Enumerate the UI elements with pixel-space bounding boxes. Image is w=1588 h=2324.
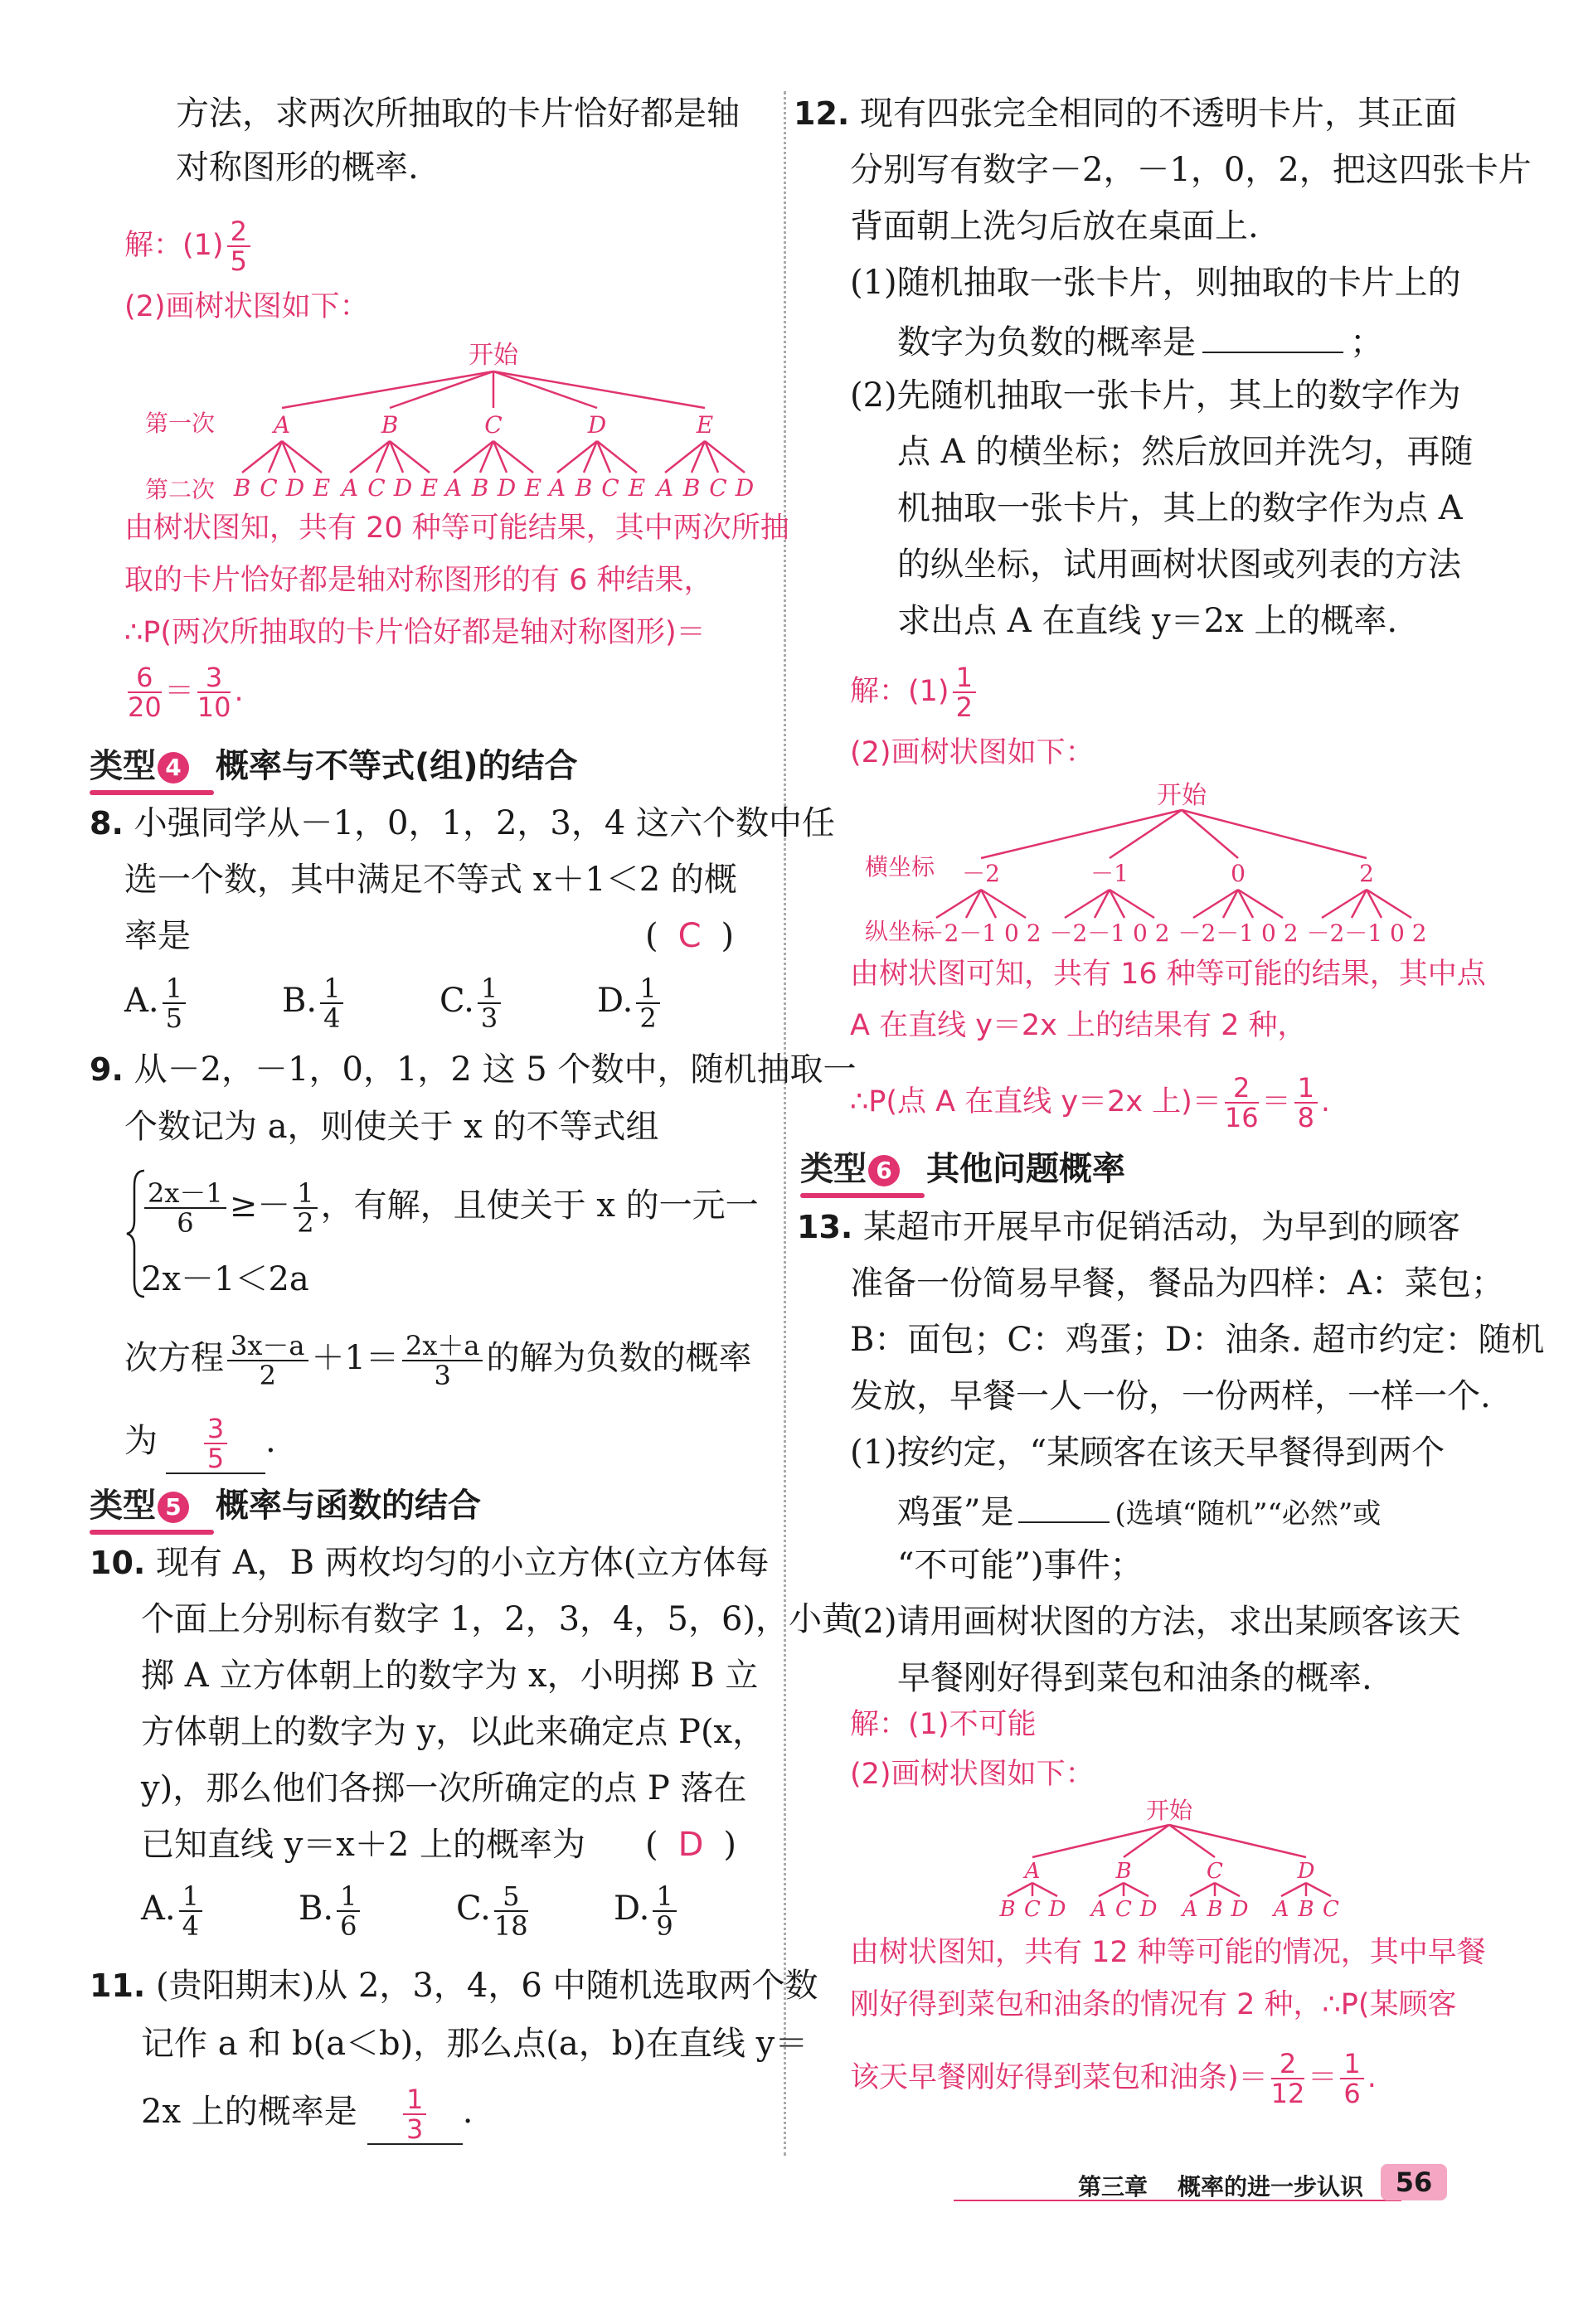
fraction: $\frac{2}{16}$ — [1224, 1072, 1259, 1133]
tree-branch — [1099, 1883, 1124, 1896]
tree-branch — [1190, 1883, 1215, 1896]
q12-solution-part2: (2)画树状图如下： — [850, 736, 1095, 769]
q12-part2-line4: 的纵坐标，试用画树状图或列表的方法 — [897, 546, 1461, 584]
tree-second-node: D — [735, 474, 755, 502]
q10-answer: D — [677, 1826, 704, 1864]
q12-part1-blank — [1202, 318, 1343, 353]
option-b: B. $\frac{1}{4}$ — [282, 974, 347, 1032]
q10-answer-bracket: ( D ) — [645, 1826, 737, 1864]
fraction: $\frac{2}{5}$ — [227, 217, 250, 275]
tree-first-row-label: 第一次 — [145, 410, 216, 437]
tree-second-node: A — [341, 474, 359, 502]
tree-branch — [1281, 1883, 1306, 1896]
tree-first-node: E — [696, 411, 714, 439]
tree-second-node: D — [285, 474, 305, 502]
option-a: A. $\frac{1}{4}$ — [141, 1882, 206, 1940]
q12-solution-text1: 由树状图可知，共有 16 种等可能的结果，其中点 — [850, 958, 1486, 991]
q12-part2-line1: (2)先随机抽取一张卡片，其上的数字作为 — [850, 376, 1461, 415]
q12-part2-line2: 点 A 的横坐标；然后放回并洗匀，再随 — [897, 433, 1474, 471]
type-badge: 4 — [158, 752, 189, 784]
tree-second-node: B — [233, 474, 251, 502]
tree-second-node: E — [313, 474, 331, 502]
q8-answer-bracket: ( C ) — [645, 917, 735, 955]
fraction: $\frac{1}{4}$ — [179, 1882, 202, 1940]
tree-branch — [1306, 1883, 1331, 1896]
tree-y-row-label: 纵坐标 — [865, 918, 935, 945]
q12-tree-diagram — [842, 775, 1555, 953]
fraction: $\frac{1}{2}$ — [294, 1179, 317, 1237]
type-badge: 5 — [158, 1492, 189, 1523]
tree-start-label: 开始 — [1157, 781, 1207, 810]
q12-solution-text3: ∴P(点 A 在直线 y＝2x 上)＝ $\frac{2}{16}$ ＝ $\frac{1}{8}$ . — [850, 1072, 1331, 1133]
tree-start-label: 开始 — [469, 341, 518, 370]
q13-solution-text1: 由树状图知，共有 12 种等可能的情况，其中早餐 — [850, 1936, 1486, 1969]
fraction: $\frac{2x-1}{6}$ — [144, 1179, 226, 1237]
q13-line4: 发放，早餐一人一份，一份两样，一样一个. — [850, 1377, 1491, 1415]
tree-second-node: D — [1048, 1897, 1066, 1919]
tree-second-node: B — [471, 474, 489, 502]
q10-line1: 10. 现有 A，B 两枚均匀的小立方体(立方体每 — [90, 1544, 770, 1582]
column-divider — [784, 91, 786, 2156]
tree-second-node: D — [1139, 1897, 1158, 1919]
q12-solution-part1: 解：(1) $\frac{1}{2}$ — [850, 663, 979, 721]
q12-part2-line5: 求出点 A 在直线 y＝2x 上的概率. — [897, 602, 1398, 640]
tree-second-nodes: －2－1 0 2 — [1049, 919, 1170, 947]
q9-line1: 9. 从－2，－1，0，1，2 这 5 个数中，随机抽取一 — [90, 1050, 857, 1089]
tree-second-node: A — [1182, 1897, 1198, 1919]
q13-line2: 准备一份简易早餐，餐品为四样：A：菜包； — [850, 1264, 1504, 1303]
q10-line4: 方体朝上的数字为 y，以此来确定点 P(x， — [141, 1713, 766, 1751]
tree-first-node: A — [273, 411, 291, 439]
tree-second-node: A — [656, 474, 674, 502]
q11-line1: 11. (贵阳期末)从 2，3，4，6 中随机选取两个数 — [90, 1967, 818, 2005]
q12-line2: 分别写有数字－2，－1，0，2，把这四张卡片 — [850, 151, 1532, 189]
fraction: $\frac{1}{5}$ — [163, 974, 186, 1032]
q7-solution-text2: 取的卡片恰好都是轴对称图形的有 6 种结果， — [124, 564, 713, 597]
fraction: $\frac{1}{3}$ — [478, 974, 501, 1032]
page-footer — [954, 2164, 1459, 2205]
tree-second-node: E — [420, 474, 439, 502]
q7-continuation-line1: 方法，求两次所抽取的卡片恰好都是轴 — [176, 95, 740, 133]
q12-part1-line1: (1)随机抽取一张卡片，则抽取的卡片上的 — [850, 264, 1461, 302]
fraction: $\frac{3x-a}{2}$ — [227, 1332, 308, 1390]
tree-second-node: C — [1024, 1897, 1041, 1919]
tree-first-node: D — [1297, 1859, 1315, 1884]
tree-second-node: C — [601, 474, 619, 502]
q13-part1-blank — [1018, 1488, 1110, 1523]
tree-second-node: B — [682, 474, 701, 502]
tree-first-node: 0 — [1231, 860, 1246, 887]
q11-answer-blank — [367, 2085, 463, 2145]
q9-line2: 个数记为 a，则使关于 x 的不等式组 — [124, 1108, 659, 1146]
q13-part2-line1: (2)请用画树状图的方法，求出某顾客该天 — [850, 1603, 1461, 1641]
tree-branch — [1124, 1883, 1149, 1896]
tree-first-node: B — [381, 411, 399, 439]
q10-line5: y)，那么他们各掷一次所确定的点 P 落在 — [141, 1769, 747, 1807]
tree-second-node: E — [524, 474, 542, 502]
tree-second-node: B — [1207, 1897, 1223, 1919]
tree-first-node: C — [484, 411, 503, 439]
tree-second-node: D — [393, 474, 413, 502]
option-d: D. $\frac{1}{9}$ — [614, 1882, 680, 1940]
tree-second-node: B — [999, 1897, 1016, 1919]
tree-second-node: C — [367, 474, 386, 502]
tree-second-node: A — [1090, 1897, 1107, 1919]
tree-start-label: 开始 — [1145, 1797, 1193, 1824]
tree-first-node: B — [1115, 1859, 1132, 1884]
type5-header: 类型 5 概率与函数的结合 — [90, 1479, 481, 1526]
tree-x-row-label: 横坐标 — [865, 853, 935, 881]
fraction: $\frac{1}{3}$ — [403, 2085, 426, 2143]
tree-first-node: 2 — [1359, 860, 1374, 887]
fraction: $\frac{2}{12}$ — [1270, 2048, 1305, 2109]
fraction: $\frac{3}{5}$ — [204, 1414, 227, 1473]
tree-second-node: D — [497, 474, 517, 502]
type4-header: 类型 4 概率与不等式(组)的结合 — [90, 740, 578, 787]
tree-second-node: E — [628, 474, 646, 502]
q13-part1-line3: “不可能”)事件； — [897, 1546, 1144, 1584]
tree-second-node: C — [1115, 1897, 1132, 1919]
option-c: C. $\frac{1}{3}$ — [439, 974, 504, 1032]
tree-second-node: A — [444, 474, 463, 502]
q13-tree-diagram — [991, 1795, 1348, 1919]
type-badge: 6 — [868, 1155, 900, 1186]
tree-second-nodes: －2－1 0 2 — [1178, 919, 1299, 947]
q9-answer-blank — [166, 1414, 265, 1474]
tree-first-node: －1 — [1090, 860, 1129, 887]
fraction: $\frac{5}{18}$ — [493, 1880, 528, 1942]
tree-second-node: C — [260, 474, 278, 502]
fraction: $\frac{1}{9}$ — [653, 1882, 676, 1940]
fraction: $\frac{1}{2}$ — [953, 663, 976, 721]
q8-answer: C — [677, 917, 702, 955]
tree-second-node: C — [709, 474, 727, 502]
fraction: $\frac{3}{10}$ — [197, 662, 231, 723]
q13-line1: 13. 某超市开展早市促销活动，为早到的顾客 — [797, 1208, 1461, 1246]
tree-second-node: A — [548, 474, 566, 502]
q13-solution-part2: (2)画树状图如下： — [850, 1758, 1095, 1791]
tree-second-node: A — [1273, 1897, 1289, 1919]
q12-line3: 背面朝上洗匀后放在桌面上. — [850, 207, 1259, 245]
fraction: $\frac{1}{4}$ — [320, 974, 343, 1032]
option-c: C. $\frac{5}{18}$ — [456, 1880, 528, 1942]
tree-first-node: D — [587, 411, 607, 439]
q9-line4: 次方程 $\frac{3x-a}{2}$ ＋1＝ $\frac{2x+a}{3}$ 的解为负数的概率 — [124, 1330, 752, 1391]
footer-chapter: 第三章 — [1078, 2173, 1149, 2200]
q9-line5: 为 $\frac{3}{5}$ . — [124, 1413, 276, 1474]
tree-first-node: C — [1207, 1859, 1223, 1884]
tree-branch — [1008, 1883, 1032, 1896]
q7-solution-text3: ∴P(两次所抽取的卡片恰好都是轴对称图形)＝ — [124, 616, 706, 649]
q7-solution-text1: 由树状图知，共有 20 种等可能结果，其中两次所抽 — [124, 512, 789, 545]
tree-second-node: C — [1323, 1897, 1339, 1919]
tree-second-nodes: －2－1 0 2 — [920, 919, 1042, 947]
fraction: $\frac{1}{8}$ — [1294, 1074, 1318, 1132]
footer-chapter-title: 概率的进一步认识 — [1178, 2173, 1364, 2200]
q12-solution-text2: A 在直线 y＝2x 上的结果有 2 种， — [850, 1009, 1307, 1042]
q13-part1-line2: 鸡蛋”是 (选填“随机”“必然”或 — [897, 1488, 1381, 1535]
fraction: $\frac{1}{6}$ — [337, 1882, 360, 1940]
option-b: B. $\frac{1}{6}$ — [299, 1882, 363, 1940]
q9-system-row2: 2x－1＜2a — [141, 1260, 309, 1298]
option-a: A. $\frac{1}{5}$ — [124, 974, 189, 1032]
q13-solution-text2: 刚好得到菜包和油条的情况有 2 种，∴P(某顾客 — [850, 1988, 1457, 2021]
q8-line1: 8. 小强同学从－1，0，1，2，3，4 这六个数中任 — [90, 804, 836, 842]
fraction: $\frac{1}{2}$ — [636, 974, 659, 1032]
tree-branch — [1032, 1883, 1057, 1896]
q7-tree-diagram — [124, 332, 763, 510]
fraction: $\frac{6}{20}$ — [128, 662, 162, 723]
fraction: $\frac{2x+a}{3}$ — [402, 1332, 483, 1390]
q13-solution-text3: 该天早餐刚好得到菜包和油条)＝ $\frac{2}{12}$ ＝ $\frac{1}{6}$ . — [850, 2048, 1377, 2109]
tree-second-node: B — [575, 474, 593, 502]
q7-continuation-line2: 对称图形的概率. — [176, 148, 419, 187]
option-d: D. $\frac{1}{2}$ — [597, 974, 663, 1032]
type6-header: 类型 6 其他问题概率 — [800, 1143, 1125, 1190]
q11-line2: 记作 a 和 b(a＜b)，那么点(a，b)在直线 y＝ — [141, 2025, 809, 2063]
q10-line2: 个面上分别标有数字 1，2，3，4，5，6)，小黄 — [141, 1600, 856, 1638]
tree-branch — [1215, 1883, 1240, 1896]
page-number: 56 — [1381, 2164, 1447, 2200]
tree-first-node: A — [1024, 1859, 1041, 1884]
q11-line3: 2x 上的概率是 $\frac{1}{3}$ . — [141, 2084, 473, 2145]
tree-first-node: －2 — [962, 860, 1000, 887]
q13-part2-line2: 早餐刚好得到菜包和油条的概率. — [897, 1659, 1372, 1697]
q7-solution-part2: (2)画树状图如下： — [124, 290, 369, 323]
q12-part2-line3: 机抽取一张卡片，其上的数字作为点 A — [897, 489, 1463, 527]
q10-line6: 已知直线 y＝x＋2 上的概率为 — [141, 1826, 586, 1864]
tree-second-nodes: －2－1 0 2 — [1306, 919, 1427, 947]
tree-second-row-label: 第二次 — [145, 476, 216, 503]
q8-line3: 率是 — [124, 917, 191, 955]
fraction: $\frac{1}{6}$ — [1340, 2050, 1363, 2108]
q10-line3: 掷 A 立方体朝上的数字为 x，小明掷 B 立 — [141, 1657, 759, 1695]
q8-line2: 选一个数，其中满足不等式 x＋1＜2 的概 — [124, 861, 737, 899]
q9-system-row1: $\frac{2x-1}{6}$ ≥－ $\frac{1}{2}$ ，有解，且使关于 x 的一元一 — [141, 1179, 759, 1237]
q13-solution-part1: 解：(1)不可能 — [850, 1708, 1037, 1741]
q12-line1: 12. 现有四张完全相同的不透明卡片，其正面 — [794, 95, 1458, 133]
tree-second-node: D — [1231, 1897, 1249, 1919]
q12-part1-line2: 数字为负数的概率是 ； — [897, 318, 1383, 363]
q7-solution-part1: 解：(1) $\frac{2}{5}$ — [124, 217, 254, 275]
tree-second-node: B — [1298, 1897, 1314, 1919]
q13-part1-line1: (1)按约定，“某顾客在该天早餐得到两个 — [850, 1434, 1445, 1472]
q13-line3: B：面包；C：鸡蛋；D：油条. 超市约定：随机 — [850, 1321, 1545, 1359]
q7-solution-result: $\frac{6}{20}$ ＝ $\frac{3}{10}$ . — [128, 662, 244, 723]
